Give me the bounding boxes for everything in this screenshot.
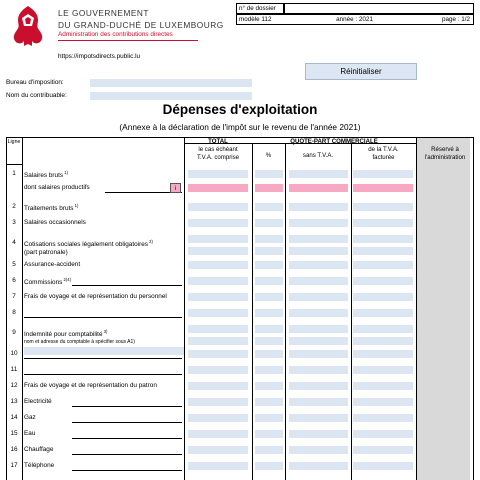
total-input[interactable] — [188, 309, 248, 317]
row-label: Salaires occasionnels — [24, 219, 86, 226]
footnote-ref: 2)4) — [62, 277, 71, 282]
percent-input[interactable] — [255, 309, 283, 317]
percent-input[interactable] — [255, 350, 283, 358]
tva-input[interactable] — [353, 430, 413, 438]
row-number: 13 — [10, 398, 18, 405]
sans-tva-input[interactable] — [289, 247, 348, 255]
row-label: Gaz — [24, 414, 36, 421]
total-input[interactable] — [188, 235, 248, 243]
reset-button[interactable]: Réinitialiser — [305, 63, 417, 80]
percent-input[interactable] — [255, 382, 283, 390]
row-number: 8 — [12, 309, 16, 316]
contribuable-label: Nom du contribuable: — [6, 92, 67, 99]
col-header-total: TOTAL — [208, 138, 228, 145]
row-label: Salaires bruts $^{1)}$ — [24, 170, 68, 180]
total-input[interactable] — [188, 430, 248, 438]
luxembourg-lion-logo — [8, 4, 48, 48]
sans-tva-input[interactable] — [289, 184, 348, 192]
total-input[interactable] — [188, 462, 248, 470]
sans-tva-input[interactable] — [289, 382, 348, 390]
tva-input[interactable] — [353, 184, 413, 192]
col-header-tva-2: facturée — [372, 154, 395, 161]
total-input[interactable] — [188, 203, 248, 211]
row-label: Cotisations sociales légalement obligatoires $^{2)}$ — [24, 239, 153, 249]
row-number: 5 — [12, 261, 16, 268]
total-input[interactable] — [188, 446, 248, 454]
tva-input[interactable] — [353, 219, 413, 227]
percent-input[interactable] — [255, 366, 283, 374]
row-number: 7 — [12, 293, 16, 300]
page-subtitle: (Annexe à la déclaration de l'impôt sur le revenu de l'année 2021) — [119, 122, 361, 132]
row-number: 12 — [10, 382, 18, 389]
footnote-ref: 1) — [73, 203, 79, 208]
tva-input[interactable] — [353, 293, 413, 301]
percent-input[interactable] — [255, 277, 283, 285]
government-line-2: DU GRAND-DUCHÉ DE LUXEMBOURG — [58, 20, 224, 30]
row-number: 17 — [10, 462, 18, 469]
row-label: Assurance-accident — [24, 261, 81, 268]
tva-input[interactable] — [353, 247, 413, 255]
row-label: Electricité — [24, 398, 52, 405]
col-header-total-sub1: le cas échéant — [198, 146, 238, 153]
form-model: modèle 112 — [239, 16, 272, 23]
percent-input[interactable] — [255, 184, 283, 192]
tva-input[interactable] — [353, 337, 413, 345]
footnote-ref: 3) — [102, 329, 108, 334]
row-label-sub: (part patronale) — [24, 249, 68, 256]
tva-input[interactable] — [353, 398, 413, 406]
dossier-label: n° de dossier — [236, 3, 284, 14]
contribuable-input[interactable] — [90, 92, 252, 100]
form-year: année : 2021 — [336, 16, 373, 23]
row-label: Traitements bruts $^{1)}$ — [24, 203, 79, 213]
row-label: Indemnité pour comptabilité $^{3)}$ — [24, 329, 108, 339]
description-line[interactable] — [72, 422, 182, 423]
sans-tva-input[interactable] — [289, 261, 348, 269]
col-header-tva-1: de la T.V.A. — [368, 146, 399, 153]
row-label: Commissions $^{2)4)}$ — [24, 277, 71, 287]
bureau-label: Bureau d'imposition: — [6, 79, 64, 86]
total-input[interactable] — [188, 261, 248, 269]
tva-input[interactable] — [353, 309, 413, 317]
sans-tva-input[interactable] — [289, 366, 348, 374]
sans-tva-input[interactable] — [289, 203, 348, 211]
total-input[interactable] — [188, 293, 248, 301]
percent-input[interactable] — [255, 247, 283, 255]
percent-input[interactable] — [255, 261, 283, 269]
tva-input[interactable] — [353, 277, 413, 285]
col-header-percent: % — [265, 152, 272, 159]
row-number: 1 — [12, 170, 16, 177]
government-line-1: LE GOUVERNEMENT — [58, 8, 149, 18]
footnote-ref: 2) — [147, 239, 153, 244]
tva-input[interactable] — [353, 414, 413, 422]
sans-tva-input[interactable] — [289, 337, 348, 345]
row-number: 3 — [12, 219, 16, 226]
col-header-reserve-1: Réservé à — [431, 146, 459, 153]
form-page: page : 1/2 — [441, 16, 470, 23]
total-input[interactable] — [188, 247, 248, 255]
percent-input[interactable] — [255, 325, 283, 333]
description-field[interactable] — [24, 347, 184, 355]
form-info-row — [236, 14, 474, 25]
sans-tva-input[interactable] — [289, 277, 348, 285]
tva-input[interactable] — [353, 235, 413, 243]
row-label: Eau — [24, 430, 36, 437]
row-label: Frais de voyage et de représentation du personnel — [24, 293, 167, 300]
percent-input[interactable] — [255, 235, 283, 243]
description-line[interactable] — [24, 358, 182, 359]
percent-input[interactable] — [255, 219, 283, 227]
row-label: dont salaires productifs — [24, 184, 90, 191]
total-input[interactable] — [188, 325, 248, 333]
row-label: Téléphone — [24, 462, 55, 469]
row-number: 6 — [12, 277, 16, 284]
col-header-sans-tva: sans T.V.A. — [302, 152, 334, 159]
row-number: 11 — [10, 366, 18, 373]
col-header-ligne: Ligne — [7, 139, 21, 145]
row-number: 10 — [10, 350, 18, 357]
row-number: 14 — [10, 414, 18, 421]
percent-input[interactable] — [255, 462, 283, 470]
sans-tva-input[interactable] — [289, 219, 348, 227]
description-line[interactable] — [24, 374, 182, 375]
footnote-ref: 1) — [63, 170, 68, 175]
tva-input[interactable] — [353, 462, 413, 470]
percent-input[interactable] — [255, 337, 283, 345]
sans-tva-input[interactable] — [289, 414, 348, 422]
row-label: Chauffage — [24, 446, 54, 453]
total-input[interactable] — [188, 366, 248, 374]
administration-name: Administration des contributions directes — [58, 31, 173, 38]
info-button[interactable]: i — [170, 183, 181, 193]
total-input[interactable] — [188, 382, 248, 390]
tva-input[interactable] — [353, 203, 413, 211]
description-line[interactable] — [72, 454, 182, 455]
bureau-input[interactable] — [90, 79, 252, 87]
sans-tva-input[interactable] — [289, 170, 348, 178]
sans-tva-input[interactable] — [289, 398, 348, 406]
row-number: 16 — [10, 446, 18, 453]
percent-input[interactable] — [255, 446, 283, 454]
total-input[interactable] — [188, 337, 248, 345]
tva-input[interactable] — [353, 382, 413, 390]
row-number: 9 — [12, 329, 16, 336]
total-input[interactable] — [188, 350, 248, 358]
percent-input[interactable] — [255, 430, 283, 438]
percent-input[interactable] — [255, 398, 283, 406]
total-input[interactable] — [188, 414, 248, 422]
tva-input[interactable] — [353, 350, 413, 358]
percent-input[interactable] — [255, 170, 283, 178]
sans-tva-input[interactable] — [289, 309, 348, 317]
total-input[interactable] — [188, 184, 248, 192]
brand-underline — [58, 40, 198, 41]
description-line[interactable] — [72, 470, 182, 471]
sans-tva-input[interactable] — [289, 325, 348, 333]
dossier-number-field[interactable] — [284, 3, 474, 14]
tva-input[interactable] — [353, 325, 413, 333]
sans-tva-input[interactable] — [289, 235, 348, 243]
tva-input[interactable] — [353, 170, 413, 178]
sans-tva-input[interactable] — [289, 446, 348, 454]
page-title: Dépenses d'exploitation — [162, 102, 318, 117]
total-input[interactable] — [188, 398, 248, 406]
description-line[interactable] — [72, 285, 182, 286]
row-number: 2 — [12, 203, 16, 210]
sans-tva-input[interactable] — [289, 430, 348, 438]
sans-tva-input[interactable] — [289, 293, 348, 301]
sans-tva-input[interactable] — [289, 462, 348, 470]
row-number: 15 — [10, 430, 18, 437]
sans-tva-input[interactable] — [289, 350, 348, 358]
tva-input[interactable] — [353, 261, 413, 269]
col-header-reserve-2: l'administration — [424, 154, 466, 161]
row-label-sub: nom et adresse du comptable à spécifier sous A1) — [24, 339, 135, 345]
col-header-quote-part: QUOTE-PART COMMERCIALE — [290, 138, 378, 145]
row-label: Frais de voyage et de représentation du patron — [24, 382, 157, 389]
percent-input[interactable] — [255, 203, 283, 211]
col-header-total-sub2: T.V.A. comprise — [196, 154, 240, 161]
tva-input[interactable] — [353, 366, 413, 374]
description-line[interactable] — [72, 438, 182, 439]
description-line[interactable] — [24, 317, 182, 318]
row-number: 4 — [12, 239, 16, 246]
percent-input[interactable] — [255, 293, 283, 301]
website-link[interactable]: https://impotsdirects.public.lu — [58, 53, 141, 60]
percent-input[interactable] — [255, 414, 283, 422]
description-line[interactable] — [72, 406, 182, 407]
total-input[interactable] — [188, 219, 248, 227]
total-input[interactable] — [188, 170, 248, 178]
tva-input[interactable] — [353, 446, 413, 454]
total-input[interactable] — [188, 277, 248, 285]
